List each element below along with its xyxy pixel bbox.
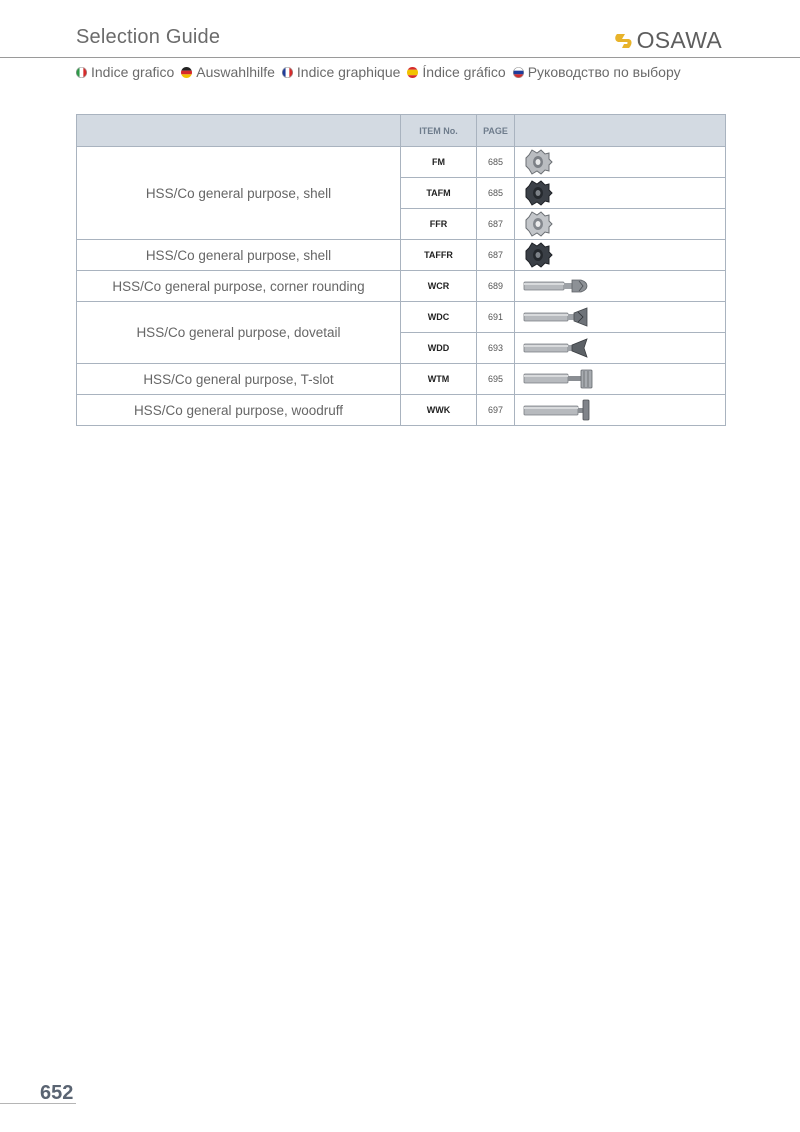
- tool-image-cell: [515, 302, 726, 333]
- item-number-cell[interactable]: WDD: [401, 333, 477, 364]
- language-list: [76, 64, 688, 80]
- dovetail-cutter-inverse-icon: [523, 338, 589, 358]
- shell-mill-uncoated-icon: [523, 149, 553, 175]
- page-cell[interactable]: 685: [477, 178, 515, 209]
- header-divider: [0, 57, 800, 58]
- france-flag-icon: [282, 67, 293, 78]
- description-cell: HSS/Co general purpose, shell: [77, 147, 401, 240]
- item-number-cell[interactable]: TAFFR: [401, 240, 477, 271]
- item-number-cell[interactable]: WDC: [401, 302, 477, 333]
- item-number-cell[interactable]: FM: [401, 147, 477, 178]
- tool-image-cell: [515, 364, 726, 395]
- page-cell[interactable]: 695: [477, 364, 515, 395]
- language-item-italian: [76, 64, 174, 80]
- description-cell: HSS/Co general purpose, T-slot: [77, 364, 401, 395]
- page-number: 652: [40, 1082, 74, 1104]
- t-slot-cutter-icon: [523, 369, 595, 389]
- column-header-item: ITEM No.: [401, 115, 477, 147]
- language-item-spanish: [407, 64, 505, 80]
- language-label: Руководство по выбору: [527, 64, 681, 80]
- description-cell: HSS/Co general purpose, dovetail: [77, 302, 401, 364]
- column-header-image: [515, 115, 726, 147]
- page-cell[interactable]: 697: [477, 395, 515, 426]
- language-label: Indice graphique: [296, 64, 401, 80]
- dovetail-cutter-icon: [523, 307, 589, 327]
- shell-mill-uncoated-icon: [523, 211, 553, 237]
- table-row: [77, 395, 726, 426]
- page-title: Selection Guide: [76, 26, 221, 48]
- language-label: Indice grafico: [91, 64, 175, 80]
- table-row: [77, 364, 726, 395]
- page-cell[interactable]: 687: [477, 209, 515, 240]
- spain-flag-icon: [407, 67, 418, 78]
- table-row: [77, 271, 726, 302]
- shell-mill-coated-icon: [523, 180, 553, 206]
- table-header-row: [77, 115, 726, 147]
- tool-image-cell: [515, 147, 726, 178]
- item-number-cell[interactable]: TAFM: [401, 178, 477, 209]
- woodruff-cutter-icon: [523, 399, 595, 421]
- italy-flag-icon: [76, 67, 87, 78]
- brand-logo: [613, 27, 722, 54]
- item-number-cell[interactable]: WWK: [401, 395, 477, 426]
- column-header-description: [77, 115, 401, 147]
- selection-table: [76, 114, 726, 426]
- tool-image-cell: [515, 395, 726, 426]
- russia-flag-icon: [513, 67, 524, 78]
- page-cell[interactable]: 685: [477, 147, 515, 178]
- table-row: [77, 240, 726, 271]
- tool-image-cell: [515, 178, 726, 209]
- page-cell[interactable]: 689: [477, 271, 515, 302]
- tool-image-cell: [515, 271, 726, 302]
- table-row: [77, 302, 726, 333]
- page-cell[interactable]: 691: [477, 302, 515, 333]
- shell-mill-coated-icon: [523, 242, 553, 268]
- brand-name: OSAWA: [636, 27, 722, 53]
- language-item-german: [181, 64, 275, 80]
- page-cell[interactable]: 693: [477, 333, 515, 364]
- tool-image-cell: [515, 240, 726, 271]
- description-cell: HSS/Co general purpose, corner rounding: [77, 271, 401, 302]
- osawa-logo-icon: [613, 31, 635, 51]
- page-cell[interactable]: 687: [477, 240, 515, 271]
- item-number-cell[interactable]: FFR: [401, 209, 477, 240]
- language-label: Índice gráfico: [422, 64, 506, 80]
- description-cell: HSS/Co general purpose, shell: [77, 240, 401, 271]
- language-label: Auswahlhilfe: [196, 64, 275, 80]
- corner-rounding-cutter-icon: [523, 277, 589, 295]
- column-header-page: PAGE: [477, 115, 515, 147]
- germany-flag-icon: [181, 67, 192, 78]
- item-number-cell[interactable]: WCR: [401, 271, 477, 302]
- language-item-russian: [513, 64, 681, 80]
- language-item-french: [282, 64, 401, 80]
- description-cell: HSS/Co general purpose, woodruff: [77, 395, 401, 426]
- tool-image-cell: [515, 333, 726, 364]
- table-row: [77, 147, 726, 178]
- item-number-cell[interactable]: WTM: [401, 364, 477, 395]
- tool-image-cell: [515, 209, 726, 240]
